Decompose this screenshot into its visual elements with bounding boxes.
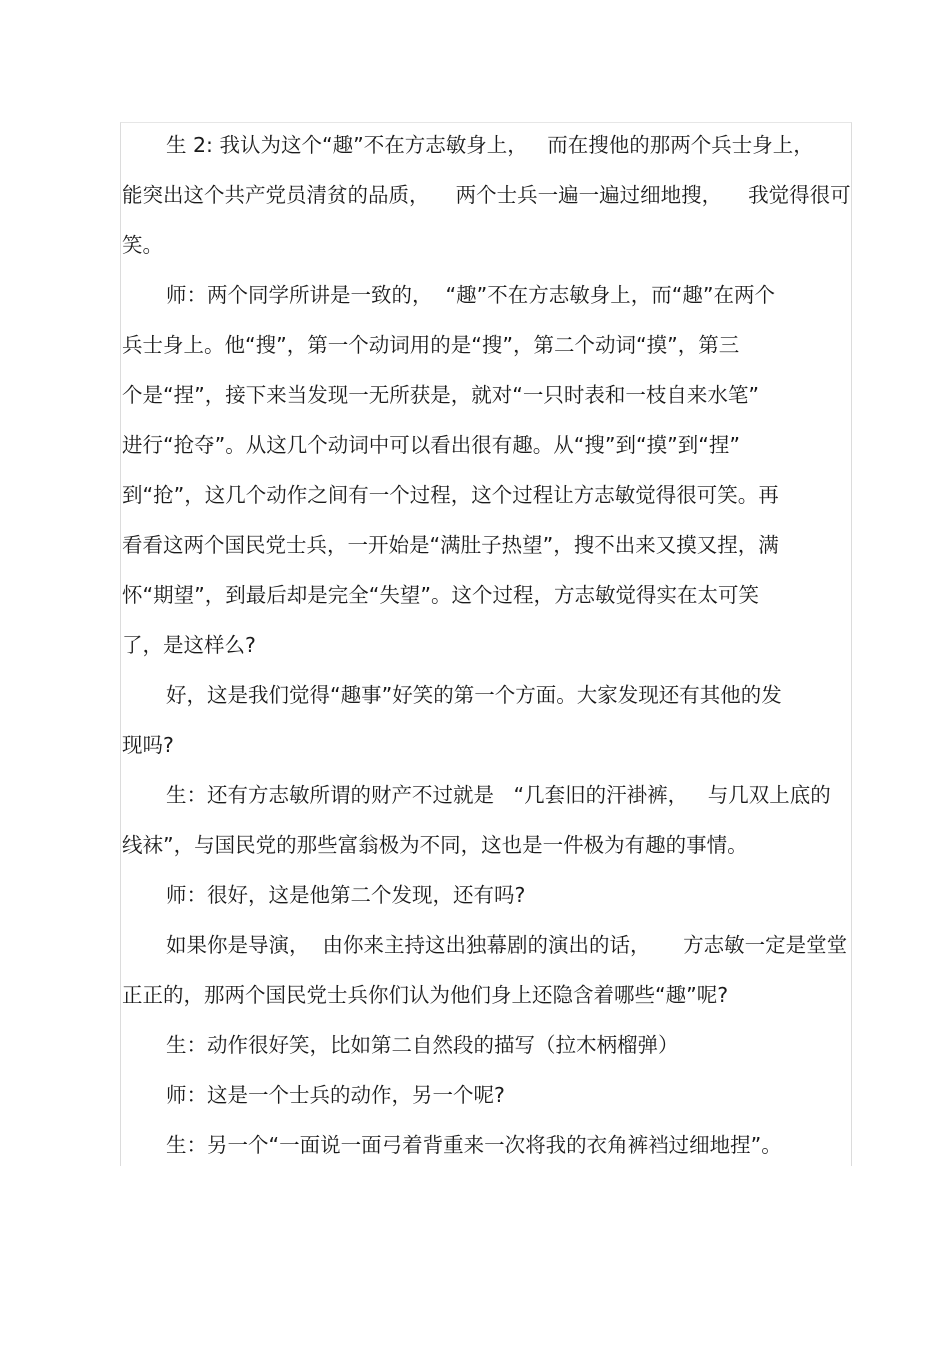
text-line: 如果你是导演， 由你来主持这出独幕剧的演出的话， 方志敏一定是堂堂 [166,933,848,957]
text-line: 进行“抢夺”。从这几个动词中可以看出很有趣。从“搜”到“摸”到“捏” [122,433,740,457]
text-line: 现吗? [122,733,174,757]
text-line: 生：还有方志敏所谓的财产不过就是 “几套旧的汗褂裤， 与几双上底的 [166,783,831,807]
text-line: 好，这是我们觉得“趣事”好笑的第一个方面。大家发现还有其他的发 [166,683,782,707]
text-line: 正正的，那两个国民党士兵你们认为他们身上还隐含着哪些“趣”呢? [122,983,729,1007]
text-line: 个是“捏”，接下来当发现一无所获是，就对“一只时表和一枝自来水笔” [122,383,759,407]
text-line: 生：另一个“一面说一面弓着背重来一次将我的衣角裤裆过细地捏”。 [166,1133,782,1157]
text-line: 怀“期望”，到最后却是完全“失望”。这个过程，方志敏觉得实在太可笑 [122,583,759,607]
text-line: 师：这是一个士兵的动作，另一个呢? [166,1083,505,1107]
text-line: 师：很好，这是他第二个发现，还有吗? [166,883,526,907]
text-line: 生 2: 我认为这个“趣”不在方志敏身上， 而在搜他的那两个兵士身上， [166,133,814,157]
text-line: 能突出这个共产党员清贫的品质， 两个士兵一遍一遍过细地搜， 我觉得很可 [122,183,851,207]
text-line: 到“抢”，这几个动作之间有一个过程，这个过程让方志敏觉得很可笑。再 [122,483,779,507]
text-line: 生：动作很好笑，比如第二自然段的描写（拉木柄榴弹） [166,1033,679,1057]
text-line: 了，是这样么? [122,633,256,657]
text-line: 线袜”，与国民党的那些富翁极为不同，这也是一件极为有趣的事情。 [122,833,748,857]
text-line: 看看这两个国民党士兵，一开始是“满肚子热望”，搜不出来又摸又捏，满 [122,533,779,557]
text-line: 兵士身上。他“搜”，第一个动词用的是“搜”，第二个动词“摸”，第三 [122,333,740,357]
text-line: 笑。 [122,233,163,257]
text-line: 师：两个同学所讲是一致的， “趣”不在方志敏身上，而“趣”在两个 [166,283,776,307]
